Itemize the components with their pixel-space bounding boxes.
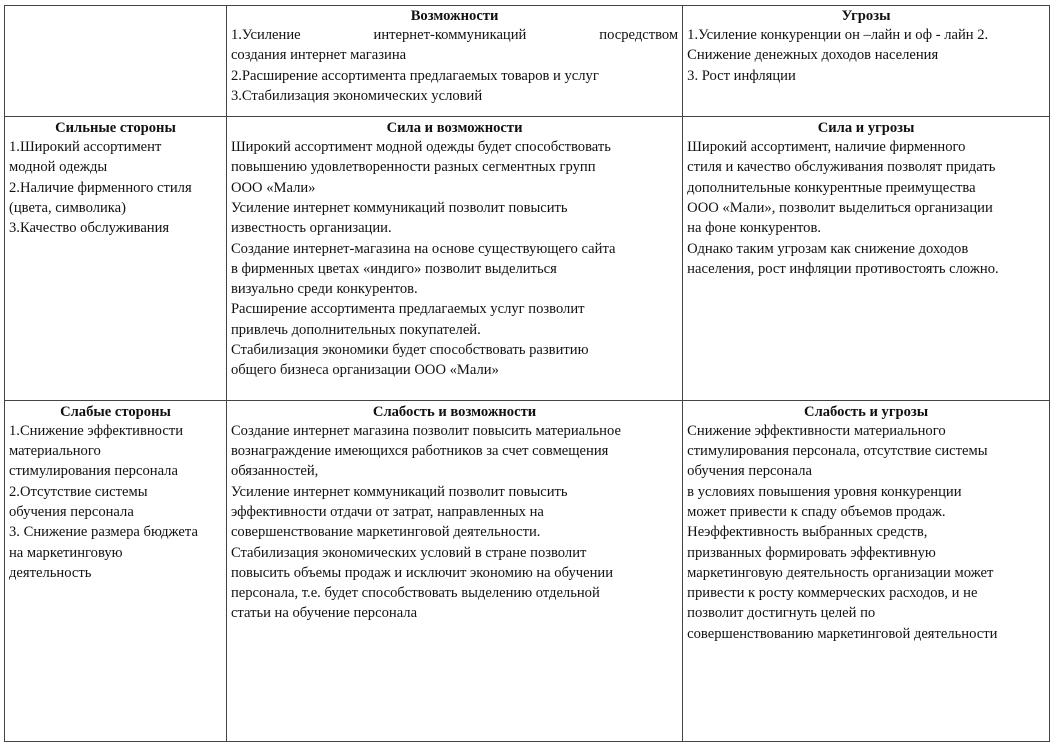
weaknesses-line: 3. Снижение размера бюджета (9, 524, 198, 541)
strengths-line: 2.Наличие фирменного стиля (9, 179, 192, 196)
strengths-opportunities-line: общего бизнеса организации ООО «Мали» (230, 362, 499, 379)
weaknesses-opportunities-line: персонала, т.е. будет способствовать выделению отдельной (230, 585, 600, 602)
weaknesses-opportunities-line: повысить объемы продаж и исключит экономию на обучении (230, 564, 614, 581)
strengths-opportunities-line: Широкий ассортимент модной одежды будет способствовать (230, 139, 611, 156)
weaknesses-threats-line: может привести к спаду объемов продаж. (687, 503, 946, 520)
weaknesses-threats-line: обучения персонала (687, 463, 812, 480)
strengths-line: (цвета, символика) (9, 199, 126, 216)
weaknesses-title: Слабые стороны (60, 403, 171, 420)
weaknesses-opportunities-line: совершенствование маркетинговой деятельности. (230, 524, 541, 541)
strengths-threats-line: Однако таким угрозам как снижение доходов (687, 240, 969, 257)
weaknesses-threats-line: позволит достигнуть целей по (687, 605, 876, 622)
threats-line: Снижение денежных доходов населения (687, 47, 939, 64)
strengths-opportunities-line: визуально среди конкурентов. (230, 281, 418, 298)
strengths-opportunities-line: Создание интернет-магазина на основе существующего сайта (230, 240, 616, 257)
weaknesses-opportunities-line: эффективности отдачи от затрат, направленных на (230, 503, 544, 520)
swot-table (4, 5, 1050, 742)
weaknesses-line: деятельность (9, 564, 92, 581)
weaknesses-line: на маркетинговую (9, 544, 123, 561)
strengths-line: 1.Широкий ассортимент (9, 139, 162, 156)
strengths-opportunities-line: привлечь дополнительных покупателей. (230, 321, 481, 338)
weaknesses-line: материального (9, 443, 101, 460)
weaknesses-line: обучения персонала (9, 503, 134, 520)
table-row-weaknesses (5, 400, 1050, 741)
strengths-line: 3.Качество обслуживания (9, 220, 170, 237)
strengths-threats-title: Сила и угрозы (817, 120, 915, 137)
cell-weaknesses-opportunities (226, 400, 682, 741)
opportunities-title: Возможности (410, 8, 499, 24)
cell-empty-corner (5, 6, 227, 117)
weaknesses-opportunities-title: Слабость и возможности (372, 403, 537, 420)
strengths-opportunities-line: в фирменных цветах «индиго» позволит выделиться (230, 260, 557, 277)
opportunities-line: 3.Стабилизация экономических условий (230, 87, 483, 104)
strengths-opportunities-line: известность организации. (230, 220, 392, 237)
weaknesses-threats-line: привести к росту коммерческих расходов, и не (687, 585, 978, 602)
opportunities-line: создания интернет магазина (230, 47, 407, 64)
cell-strengths-opportunities (226, 117, 682, 401)
threats-title: Угрозы (841, 8, 891, 24)
strengths-threats-line: ООО «Мали», позволит выделиться организации (687, 199, 993, 216)
weaknesses-line: 2.Отсутствие системы (9, 483, 148, 500)
cell-threats (683, 6, 1050, 117)
strengths-opportunities-title: Сила и возможности (386, 120, 523, 137)
weaknesses-opportunities-line: обязанностей, (230, 463, 319, 480)
strengths-opportunities-line: повышению удовлетворенности разных сегментных групп (230, 159, 596, 176)
weaknesses-threats-line: Снижение эффективности материального (687, 422, 946, 439)
weaknesses-line: 1.Снижение эффективности (9, 422, 184, 439)
strengths-threats-line: населения, рост инфляции противостоять сложно. (687, 260, 999, 277)
table-row-strengths (5, 117, 1050, 401)
weaknesses-opportunities-line: Стабилизация экономических условий в стране позволит (230, 544, 587, 561)
strengths-threats-line: Широкий ассортимент, наличие фирменного (687, 139, 966, 156)
strengths-opportunities-line: ООО «Мали» (230, 179, 316, 196)
cell-strengths (5, 117, 227, 401)
weaknesses-line: стимулирования персонала (9, 463, 178, 480)
weaknesses-threats-line: в условиях повышения уровня конкуренции (687, 483, 962, 500)
strengths-opportunities-line: Стабилизация экономики будет способствовать развитию (230, 342, 589, 359)
weaknesses-threats-line: Неэффективность выбранных средств, (687, 524, 928, 541)
strengths-threats-line: дополнительные конкурентные преимущества (687, 179, 976, 196)
cell-weaknesses-threats (683, 400, 1050, 741)
weaknesses-threats-line: стимулирования персонала, отсутствие системы (687, 443, 988, 460)
opportunities-line: 1.Усиление интернет-коммуникаций посредством (230, 27, 679, 43)
weaknesses-threats-line: совершенствованию маркетинговой деятельности (687, 625, 998, 642)
cell-opportunities (226, 6, 682, 117)
weaknesses-opportunities-line: Создание интернет магазина позволит повысить материальное (230, 422, 621, 439)
cell-strengths-threats (683, 117, 1050, 401)
weaknesses-opportunities-line: вознаграждение имеющихся работников за счет совмещения (230, 443, 609, 460)
strengths-threats-line: стиля и качество обслуживания позволят придать (687, 159, 996, 176)
threats-line: 3. Рост инфляции (687, 67, 796, 84)
weaknesses-threats-line: маркетинговую деятельность организации может (687, 564, 994, 581)
opportunities-line: 2.Расширение ассортимента предлагаемых товаров и услуг (230, 67, 599, 84)
strengths-threats-line: на фоне конкурентов. (687, 220, 822, 237)
table-row-header (5, 6, 1050, 117)
strengths-opportunities-line: Расширение ассортимента предлагаемых услуг позволит (230, 301, 585, 318)
threats-line: 1.Усиление конкуренции он –лайн и оф - лайн 2. (687, 27, 989, 43)
weaknesses-opportunities-line: Усиление интернет коммуникаций позволит повысить (230, 483, 568, 500)
weaknesses-threats-line: призванных формировать эффективную (687, 544, 936, 561)
strengths-title: Сильные стороны (55, 120, 176, 137)
weaknesses-threats-title: Слабость и угрозы (804, 403, 929, 420)
cell-weaknesses (5, 400, 227, 741)
weaknesses-opportunities-line: статьи на обучение персонала (230, 605, 418, 622)
strengths-line: модной одежды (9, 159, 108, 176)
strengths-opportunities-line: Усиление интернет коммуникаций позволит повысить (230, 199, 568, 216)
